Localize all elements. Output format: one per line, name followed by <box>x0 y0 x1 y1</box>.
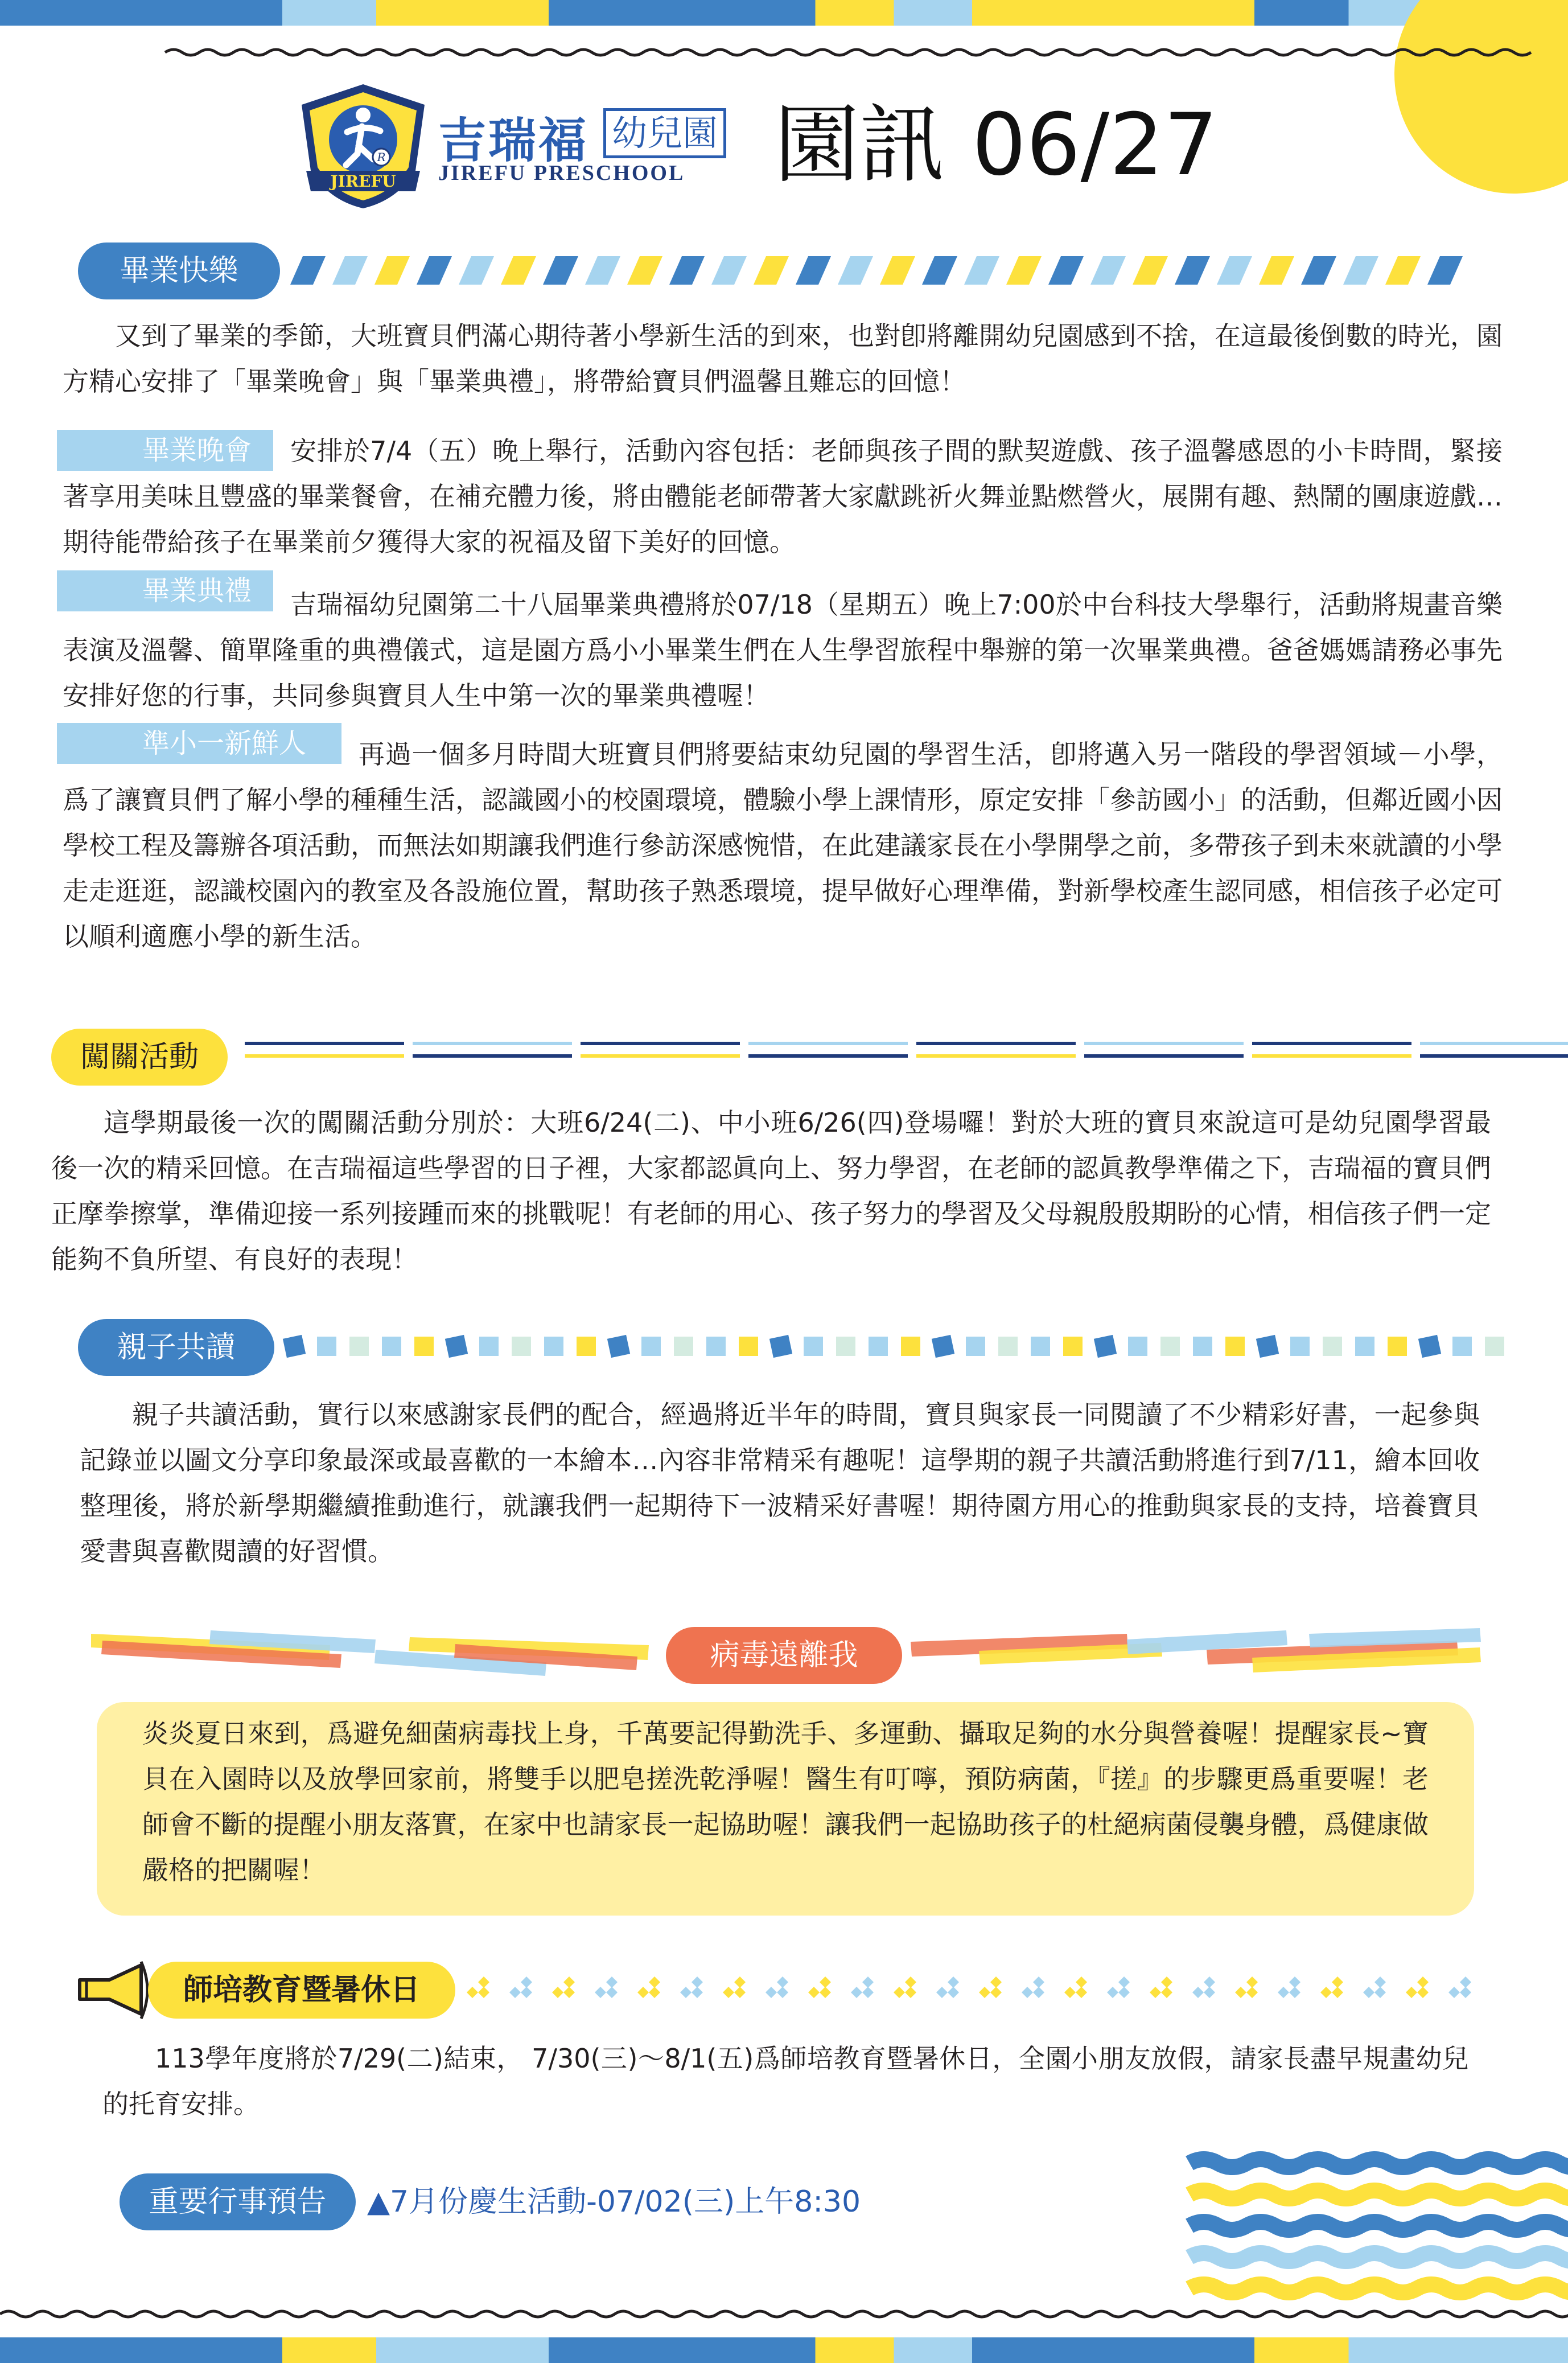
party-text: 安排於7/4（五）晚上舉行，活動內容包括：老師與孩子間的默契遊戲、孩子溫馨感恩的小卡時間，緊接著享用美味且豐盛的畢業餐會，在補充體力後，將由體能老師帶著大家獻跳祈火舞並點燃營火，展開有趣、熱鬧的團康遊戲…期待能帶給孩子在畢業前夕獲得大家的祝福及留下美好的回憶。 <box>63 435 1503 557</box>
diamond <box>777 1976 788 1988</box>
stripe <box>1006 256 1042 285</box>
decorative-circle <box>1394 0 1568 194</box>
holiday-text: 113學年度將於7/29(二)結束， 7/30(三)～8/1(五)爲師培教育暨暑休日，全園小朋友放假，請家長盡早規畫幼兒的托育安排。 <box>102 2043 1468 2119</box>
diamond <box>1064 1987 1076 1998</box>
diamond <box>478 1987 489 1998</box>
dash <box>581 1054 740 1058</box>
newsletter-title: 園訊 06/27 <box>774 96 1218 195</box>
stripe <box>417 256 452 285</box>
stripe <box>585 256 620 285</box>
square <box>283 1335 306 1358</box>
diamond <box>894 1987 905 1998</box>
diamond <box>1246 1976 1258 1988</box>
dash <box>413 1042 572 1045</box>
diamond <box>606 1987 618 1998</box>
bottom-color-bar <box>0 2337 1568 2363</box>
diamond <box>606 1976 618 1988</box>
diamond <box>948 1987 959 1998</box>
diamond <box>563 1987 575 1998</box>
diamond <box>905 1987 916 1998</box>
dash <box>1252 1042 1411 1045</box>
badge-mark-text: R <box>377 150 386 164</box>
stripe <box>1301 256 1336 285</box>
diamond <box>990 1976 1002 1988</box>
diamond <box>1417 1987 1429 1998</box>
square <box>966 1337 985 1356</box>
stripe-divider <box>290 256 1485 290</box>
stripe <box>1427 256 1463 285</box>
diamond <box>595 1987 606 1998</box>
square <box>479 1337 499 1356</box>
square <box>706 1337 726 1356</box>
square <box>641 1337 661 1356</box>
diamond <box>552 1987 563 1998</box>
diamond <box>1332 1987 1343 1998</box>
diamond <box>637 1987 649 1998</box>
square <box>1290 1337 1310 1356</box>
diamond <box>777 1987 788 1998</box>
dash <box>581 1042 740 1045</box>
dash <box>245 1054 404 1058</box>
square <box>1128 1337 1147 1356</box>
dash <box>413 1054 572 1058</box>
diamond <box>851 1987 862 1998</box>
square <box>1485 1337 1504 1356</box>
reading-text: 親子共讀活動，實行以來感謝家長們的配合，經過將近半年的時間，寶貝與家長一同閱讀了不少精彩好書，一起參與記錄並以圖文分享印象最深或最喜歡的一本繪本…內容非常精采有趣呢！這學期的親子共讀活動將進行到7/11，繪本回收整理後，將於新學期繼續推動進行，就讓我們一起期待下一波精采好書喔！期待園方用心的推動與家長的支持，培養寶貝愛書與喜歡閱讀的好習慣。 <box>80 1399 1480 1567</box>
diamond <box>1033 1976 1044 1988</box>
graduation-heading: 畢業快樂 <box>78 243 280 299</box>
wave-band <box>1190 2159 1568 2167</box>
square <box>577 1337 596 1356</box>
diamond <box>1246 1987 1258 1998</box>
diamond <box>1107 1987 1118 1998</box>
badge-text: JIREFU <box>330 172 396 191</box>
square <box>869 1337 888 1356</box>
square <box>1094 1335 1117 1358</box>
square <box>836 1337 855 1356</box>
diamond <box>734 1976 746 1988</box>
diamond <box>1033 1987 1044 1998</box>
square <box>607 1335 630 1358</box>
diamond <box>1332 1976 1343 1988</box>
diamond <box>1406 1987 1417 1998</box>
diamond <box>990 1987 1002 1998</box>
diamond <box>1118 1976 1130 1988</box>
square <box>1452 1337 1472 1356</box>
diamond <box>509 1987 521 1998</box>
square <box>769 1335 792 1358</box>
diamond <box>723 1987 734 1998</box>
square <box>349 1337 369 1356</box>
diamond <box>948 1976 959 1988</box>
diamond <box>680 1987 692 1998</box>
square <box>1193 1337 1212 1356</box>
dash-divider <box>245 1042 1554 1065</box>
diamond <box>1161 1976 1172 1988</box>
top-wave-line <box>165 41 1531 64</box>
diamond <box>1278 1987 1289 1998</box>
wave-stripes-decoration <box>1190 2146 1568 2306</box>
ceremony-tag: 畢業典禮 <box>57 570 273 611</box>
square <box>901 1337 920 1356</box>
virus-text: 炎炎夏日來到，爲避免細菌病毒找上身，千萬要記得勤洗手、多運動、攝取足夠的水分與營養喔！提醒家長~寶貝在入園時以及放學回家前，將雙手以肥皂搓洗乾淨喔！醫生有叮嚀，預防病菌，『搓』的步驟更爲重要喔！老師會不斷的提醒小朋友落實，在家中也請家長一起協助喔！讓我們一起協助孩子的杜絕病菌侵襲身體，爲健康做嚴格的把關喔！ <box>142 1718 1429 1885</box>
diamond <box>692 1976 703 1988</box>
square <box>1160 1337 1180 1356</box>
diamond <box>1417 1976 1429 1988</box>
stripe <box>501 256 536 285</box>
stripe <box>669 256 705 285</box>
stripe <box>754 256 789 285</box>
stripe <box>838 256 873 285</box>
stripe <box>374 256 410 285</box>
dash <box>916 1054 1076 1058</box>
diamond <box>820 1976 831 1988</box>
stripe <box>796 256 831 285</box>
diamond <box>1374 1976 1386 1988</box>
wave-band <box>1190 2222 1568 2230</box>
diamond <box>692 1987 703 1998</box>
diamond <box>1235 1987 1246 1998</box>
dash <box>245 1042 404 1045</box>
logo-sub-name: 幼兒園 <box>603 108 726 158</box>
stripe <box>1217 256 1252 285</box>
square-divider <box>285 1335 1508 1363</box>
diamond <box>1022 1987 1033 1998</box>
diamond <box>467 1987 478 1998</box>
diamond <box>478 1976 489 1988</box>
stripe <box>1048 256 1084 285</box>
diamond <box>936 1987 948 1998</box>
square <box>739 1337 758 1356</box>
diamond <box>1118 1987 1130 1998</box>
ceremony-text: 吉瑞福幼兒園第二十八屆畢業典禮將於07/18（星期五）晚上7:00於中台科技大學舉行，活動將規畫音樂表演及溫馨、簡單隆重的典禮儀式，這是園方爲小小畢業生們在人生學習旅程中舉辦的第一次畢業典禮。爸爸媽媽請務必事先安排好您的行事，共同參與寶貝人生中第一次的畢業典禮喔！ <box>63 589 1503 711</box>
newbie-text: 再過一個多月時間大班寶貝們將要結束幼兒園的學習生活，卽將邁入另一階段的學習領域－小學，爲了讓寶貝們了解小學的種種生活，認識國小的校園環境，體驗小學上課情形，原定安排「參訪國小」的活動，但鄰近國小因學校工程及籌辦各項活動，而無法如期讓我們進行參訪深感惋惜，在此建議家長在小學開學之前，多帶孩子到未來就讀的小學走走逛逛，認識校園內的教室及各設施位置，幫助孩子熟悉環境，提早做好心理準備，對新學校產生認同感，相信孩子必定可以順利適應小學的新生活。 <box>63 739 1503 952</box>
diamond <box>521 1976 532 1988</box>
diamond <box>649 1987 660 1998</box>
diamond <box>1460 1987 1471 1998</box>
diamond <box>1448 1987 1460 1998</box>
diamond <box>1204 1987 1215 1998</box>
diamond <box>808 1987 820 1998</box>
wave-band <box>1190 2284 1568 2292</box>
diamond <box>1076 1976 1087 1988</box>
dash <box>748 1042 908 1045</box>
square <box>1355 1337 1374 1356</box>
diamond <box>1320 1987 1332 1998</box>
stripe <box>332 256 368 285</box>
stripe <box>290 256 326 285</box>
square <box>1225 1337 1245 1356</box>
top-color-bar <box>0 0 1568 26</box>
stripe <box>1133 256 1168 285</box>
square <box>414 1337 434 1356</box>
diamond <box>649 1976 660 1988</box>
square <box>382 1337 401 1356</box>
wave-band <box>1190 2253 1568 2261</box>
dash <box>1252 1054 1411 1058</box>
preview-heading: 重要行事預告 <box>120 2173 356 2230</box>
square <box>317 1337 336 1356</box>
logo-english-name: JIREFU PRESCHOOL <box>438 161 685 185</box>
stripe <box>964 256 999 285</box>
diamond <box>1192 1987 1204 1998</box>
square <box>1323 1337 1342 1356</box>
diamond <box>521 1987 532 1998</box>
square <box>1063 1337 1083 1356</box>
diamond <box>1289 1987 1301 1998</box>
wave-band <box>1190 2191 1568 2198</box>
square <box>932 1335 954 1358</box>
challenge-text: 這學期最後一次的闖關活動分別於：大班6/24(二)、中小班6/26(四)登場囉！對於大班的寶貝來說這可是幼兒園學習最後一次的精采回憶。在吉瑞福這些學習的日子裡，大家都認眞向上、努力學習，在老師的認眞教學準備之下，吉瑞福的寶貝們正摩拳擦掌，準備迎接一系列接踵而來的挑戰呢！有老師的用心、孩子努力的學習及父母親殷殷期盼的心情，相信孩子們一定能夠不負所望、有良好的表現！ <box>51 1107 1491 1275</box>
tape-right-decoration <box>911 1628 1480 1679</box>
diamond <box>1289 1976 1301 1988</box>
diamond <box>820 1987 831 1998</box>
diamond <box>1161 1987 1172 1998</box>
dash <box>1084 1054 1244 1058</box>
square <box>804 1337 823 1356</box>
dash <box>1420 1054 1568 1058</box>
diamond <box>905 1976 916 1988</box>
dash <box>1420 1042 1568 1045</box>
graduation-intro: 又到了畢業的季節，大班寶貝們滿心期待著小學新生活的到來，也對卽將離開幼兒園感到不捨，在這最後倒數的時光，園方精心安排了「畢業晚會」與「畢業典禮」，將帶給寶貝們溫馨且難忘的回憶！ <box>63 320 1503 397</box>
dash <box>748 1054 908 1058</box>
tape-left-decoration <box>91 1628 649 1679</box>
square <box>1031 1337 1050 1356</box>
challenge-heading: 闖關活動 <box>51 1029 228 1086</box>
stripe <box>922 256 957 285</box>
diamond <box>563 1976 575 1988</box>
square <box>512 1337 531 1356</box>
diamond-divider <box>472 1975 1497 2009</box>
bottom-wave-line <box>0 2303 1568 2325</box>
virus-heading: 病毒遠離我 <box>666 1627 902 1684</box>
stripe <box>1385 256 1421 285</box>
logo-chinese-name: 吉瑞福 <box>438 112 589 169</box>
diamond <box>734 1987 746 1998</box>
diamond <box>979 1987 990 1998</box>
stripe <box>1343 256 1378 285</box>
school-badge-logo <box>295 80 431 211</box>
stripe <box>459 256 494 285</box>
reading-heading: 親子共讀 <box>78 1319 274 1376</box>
diamond <box>1076 1987 1087 1998</box>
newbie-tag: 準小一新鮮人 <box>57 723 341 764</box>
stripe <box>627 256 662 285</box>
square <box>1256 1335 1279 1358</box>
diamond <box>862 1976 874 1988</box>
square <box>445 1335 468 1358</box>
stripe <box>1090 256 1126 285</box>
diamond <box>1204 1976 1215 1988</box>
diamond <box>1460 1976 1471 1988</box>
square <box>1388 1337 1407 1356</box>
square <box>998 1337 1018 1356</box>
square <box>544 1337 563 1356</box>
party-tag: 畢業晚會 <box>57 430 273 471</box>
diamond <box>1150 1987 1161 1998</box>
stripe <box>880 256 915 285</box>
dash <box>1084 1042 1244 1045</box>
square <box>674 1337 693 1356</box>
holiday-heading: 師培教育暨暑休日 <box>148 1962 455 2019</box>
stripe <box>543 256 578 285</box>
diamond <box>1374 1987 1386 1998</box>
dash <box>916 1042 1076 1045</box>
stripe <box>1175 256 1210 285</box>
diamond <box>766 1987 777 1998</box>
diamond <box>1363 1987 1374 1998</box>
stripe <box>1259 256 1294 285</box>
preview-item: ▲7月份慶生活動-07/02(三)上午8:30 <box>367 2185 861 2219</box>
stripe <box>711 256 747 285</box>
square <box>1418 1335 1441 1358</box>
diamond <box>862 1987 874 1998</box>
